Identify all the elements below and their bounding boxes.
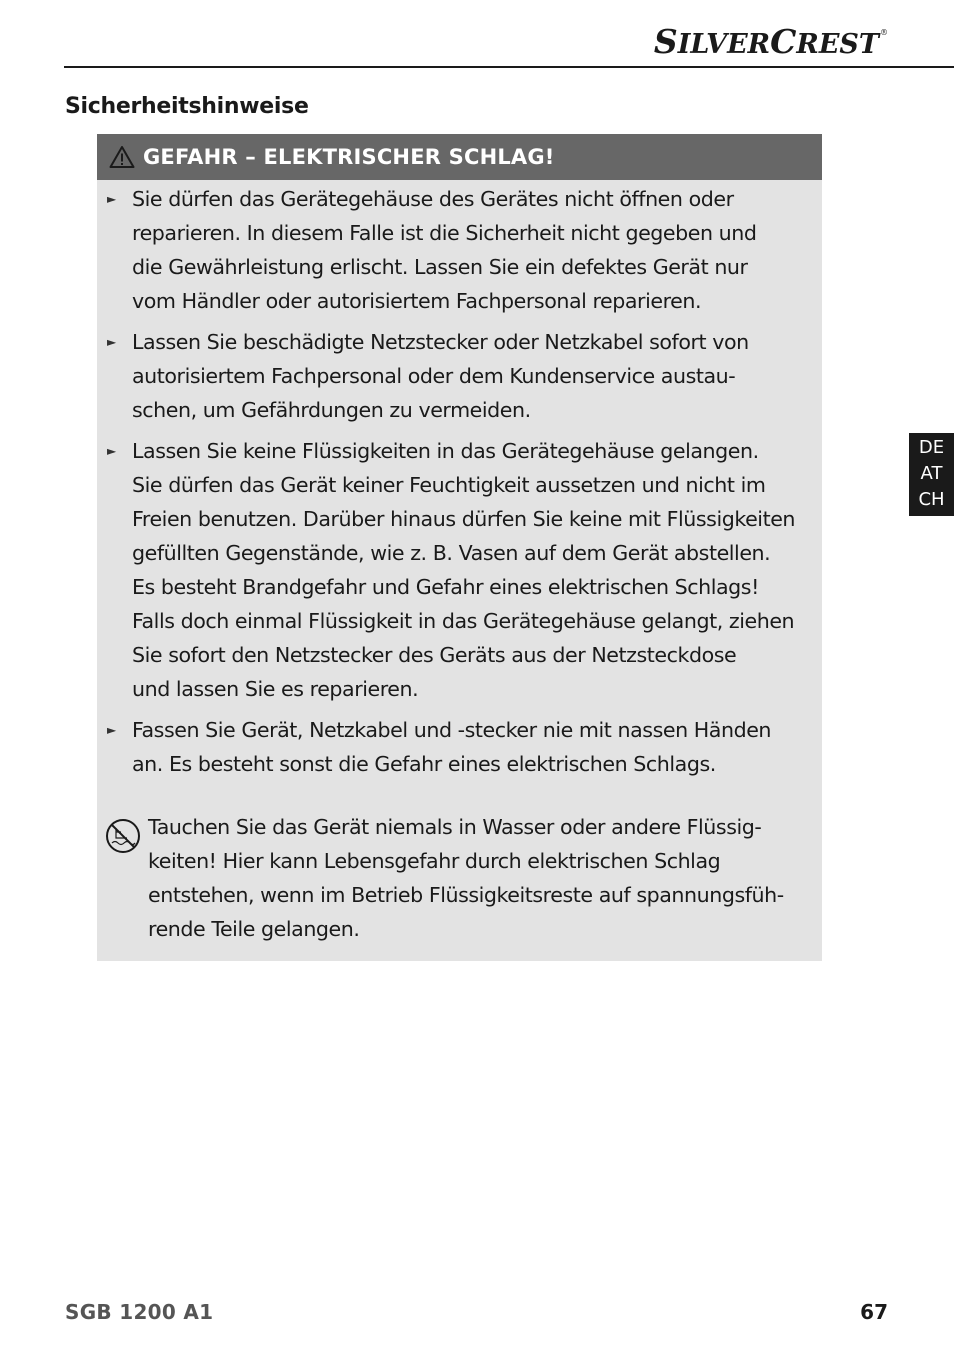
list-item (97, 434, 822, 706)
brand-letter: S (653, 22, 678, 61)
text-line: an. Es besteht sonst die Gefahr eines elektrischen Schlags. (132, 752, 716, 776)
text-line: gefüllten Gegenstände, wie z. B. Vasen auf dem Gerät abstellen. (132, 541, 771, 565)
bullet-arrow-icon: ► (107, 335, 116, 349)
text-line: keiten! Hier kann Lebensgefahr durch elektrischen Schlag (148, 849, 721, 873)
text-line: Lassen Sie beschädigte Netzstecker oder Netzkabel sofort von (132, 330, 749, 354)
bullet-arrow-icon: ► (107, 723, 116, 737)
language-code: CH (918, 489, 945, 510)
warning-title: GEFAHR – ELEKTRISCHER SCHLAG! (143, 145, 555, 169)
bullet-arrow-icon: ► (107, 444, 116, 458)
note-text (97, 810, 822, 946)
section-title: Sicherheitshinweise (65, 94, 309, 119)
list-item (97, 713, 822, 781)
brand-letter: C (770, 22, 797, 61)
text-line: Tauchen Sie das Gerät niemals in Wasser oder andere Flüssig- (148, 815, 762, 839)
text-line: Sie sofort den Netzstecker des Geräts aus der Netzsteckdose (132, 643, 737, 667)
text-line: die Gewährleistung erlischt. Lassen Sie ein defektes Gerät nur (132, 255, 748, 279)
text-line: Sie dürfen das Gerät keiner Feuchtigkeit aussetzen und nicht im (132, 473, 766, 497)
text-line: schen, um Gefährdungen zu vermeiden. (132, 398, 531, 422)
warning-triangle-icon (109, 145, 135, 169)
footer-model: SGB 1200 A1 (65, 1300, 214, 1324)
text-line: Freien benutzen. Darüber hinaus dürfen Sie keine mit Flüssigkeiten (132, 507, 796, 531)
text-line: Fassen Sie Gerät, Netzkabel und -stecker nie mit nassen Händen (132, 718, 772, 742)
warning-box (97, 134, 822, 961)
language-tab (909, 433, 954, 516)
brand-logo (654, 22, 888, 61)
immersion-note (97, 810, 822, 946)
list-item (97, 182, 822, 318)
language-code: DE (918, 437, 945, 458)
warning-list (97, 180, 822, 788)
text-line: reparieren. In diesem Falle ist die Sicherheit nicht gegeben und (132, 221, 757, 245)
text-line: autorisiertem Fachpersonal oder dem Kundenservice austau- (132, 364, 736, 388)
page-number: 67 (860, 1300, 888, 1324)
text-line: und lassen Sie es reparieren. (132, 677, 419, 701)
text-line: Lassen Sie keine Flüssigkeiten in das Gerätegehäuse gelangen. (132, 439, 759, 463)
text-line: Falls doch einmal Flüssigkeit in das Gerätegehäuse gelangt, ziehen (132, 609, 795, 633)
bullet-arrow-icon: ► (107, 192, 116, 206)
brand-registered-mark: ® (880, 28, 888, 37)
brand-part: ILVER (677, 29, 771, 60)
text-line: entstehen, wenn im Betrieb Flüssigkeitsreste auf spannungsfüh- (148, 883, 784, 907)
text-line: rende Teile gelangen. (148, 917, 360, 941)
list-item (97, 325, 822, 427)
text-line: Sie dürfen das Gerätegehäuse des Gerätes nicht öffnen oder (132, 187, 734, 211)
text-line: Es besteht Brandgefahr und Gefahr eines elektrischen Schlags! (132, 575, 759, 599)
warning-header (97, 134, 822, 180)
brand-part: REST (796, 29, 879, 60)
language-code: AT (920, 463, 943, 484)
text-line: vom Händler oder autorisiertem Fachpersonal reparieren. (132, 289, 702, 313)
header-divider (64, 66, 954, 68)
no-immersion-icon (105, 818, 141, 854)
